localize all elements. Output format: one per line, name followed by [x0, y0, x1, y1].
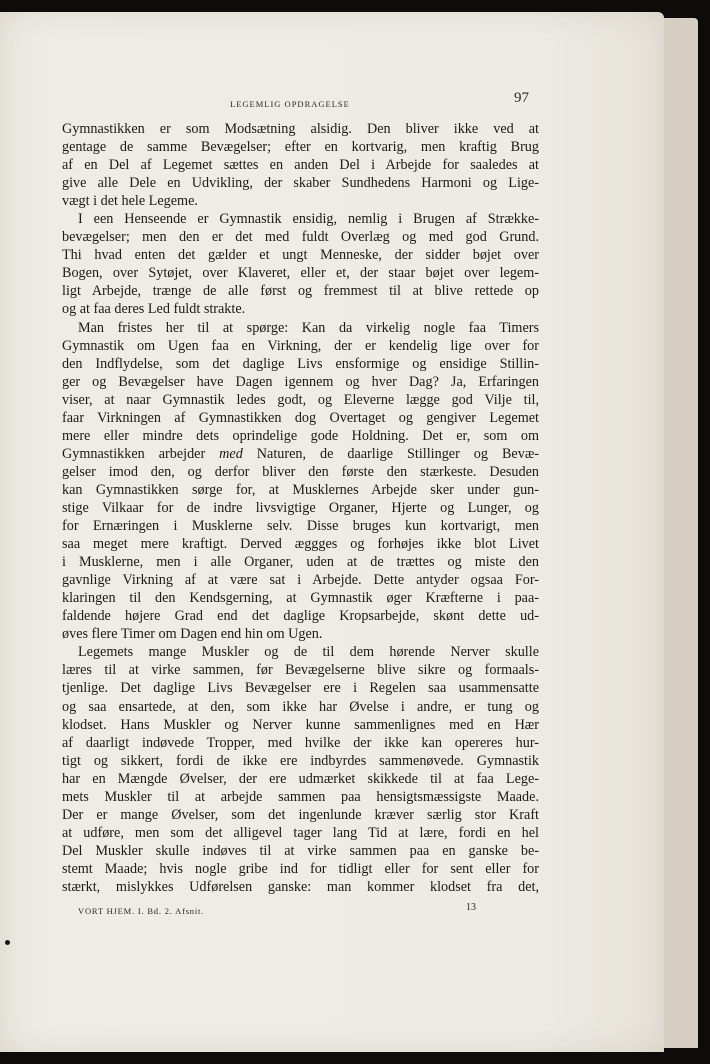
text-line: Gymnastikken arbejder med Naturen, de daarlige Stillinger og Bevæ-	[62, 445, 540, 462]
text-line: ger og Bevægelser have Dagen igennem og hver Dag? Ja, Erfaringen	[62, 373, 539, 390]
text-line: ligt Arbejde, trænge de alle først og fremmest til at blive rettede op	[62, 283, 539, 300]
text-line: har en Mængde Øvelser, der ere udmærket skikkede til at faa Lege-	[62, 770, 539, 787]
text-line: i Musklerne, men i alle Organer, uden at de trættes og miste den	[62, 554, 539, 571]
text-line: øves flere Timer om Dagen end hin om Ugen.	[62, 626, 323, 643]
text-line: tjenlige. Det daglige Livs Bevægelser ere i Regelen saa usammensatte	[62, 680, 539, 697]
page-edges	[664, 18, 698, 1048]
text-line: Gymnastikken er som Modsætning alsidig. Den bliver ikke ved at	[62, 121, 539, 137]
text-line: faldende højere Grad end det daglige Kropsarbejde, skønt dette ud-	[62, 608, 539, 625]
text-line: Bogen, over Sytøjet, over Klaveret, eller et, der staar bøjet over legem-	[62, 265, 539, 282]
signature-mark: 13	[466, 902, 476, 913]
text-line: stemt Maade; hvis nogle gribe ind for tidligt eller for sent eller for	[62, 860, 539, 877]
running-title: LEGEMLIG OPDRAGELSE	[230, 99, 350, 109]
text-line: læres til at virke sammen, før Bevægelserne blive sikre og formaals-	[62, 662, 539, 679]
text-line: tigt og sikkert, fordi de ikke ere indbyrdes sammenøvede. Gymnastik	[62, 752, 539, 769]
text-line: gelser imod den, og derfor bliver den første den stærkeste. Desuden	[62, 463, 539, 480]
body-text	[62, 120, 539, 896]
text-line: vægt i det hele Legeme.	[62, 193, 198, 210]
text-line: af daarligt indøvede Tropper, med hvilke der ikke kan opereres hur-	[62, 734, 539, 751]
margin-dot	[5, 940, 10, 945]
text-line: gentage de samme Bevægelser; efter en kortvarig, men kraftig Brug	[62, 139, 539, 156]
text-line: Thi hvad enten det gælder et ungt Menneske, der sidder bøjet over	[62, 247, 539, 264]
text-line: Gymnastik om Ugen faa en Virkning, der er kendelig lige over for	[62, 337, 539, 354]
page-number: 97	[514, 90, 529, 106]
text-line: mets Muskler til at arbejde sammen paa hensigtsmæssigste Maade.	[62, 788, 539, 805]
text-line: at udføre, men som det alligevel tager lang Tid at lære, fordi en hel	[62, 824, 539, 841]
text-line: stærkt, mislykkes Udførelsen ganske: man kommer klodset fra det,	[62, 878, 539, 895]
text-line: mere eller mindre dets oprindelige gode Holdning. Det er, som om	[62, 427, 539, 444]
text-line: stige Vilkaar for de indre livsvigtige Organer, Hjerte og Lunger, og	[62, 499, 539, 516]
text-line: viser, at naar Gymnastik ledes godt, og Eleverne lægge god Vilje til,	[62, 391, 539, 408]
text-line: saa meget mere kraftigt. Derved æggges og forhøjes ikke blot Livet	[62, 536, 539, 553]
text-line: give alle Dele en Udvikling, der skaber Sundhedens Harmoni og Lige-	[62, 175, 539, 192]
text-line: Man fristes her til at spørge: Kan da virkelig nogle faa Timers	[78, 319, 539, 336]
text-line: og at faa deres Led fuldt strakte.	[62, 301, 246, 318]
text-line: og saa ensartede, at den, som ikke har Øvelse i andre, er tung og	[62, 698, 539, 715]
text-line: bevægelser; men den er det med fuldt Overlæg og med god Grund.	[62, 229, 539, 246]
text-line: I een Henseende er Gymnastik ensidig, nemlig i Brugen af Strække-	[78, 211, 539, 228]
text-line: den Indflydelse, som det daglige Livs ensformige og ensidige Stillin-	[62, 355, 539, 372]
footer-source: VORT HJEM. I. Bd. 2. Afsnit.	[78, 906, 205, 916]
text-line: gavnlige Virkning af at være sat i Arbejde. Dette antyder ogsaa For-	[62, 572, 539, 589]
text-line: Der er mange Øvelser, som det ingenlunde kræver særlig stor Kraft	[62, 806, 539, 823]
text-line: faar Virkningen af Gymnastikken dog Overtaget og gengiver Legemet	[62, 409, 539, 426]
text-line: af en Del af Legemet sættes en anden Del i Arbejde for saaledes at	[62, 157, 539, 174]
text-line: for Ernæringen i Musklerne selv. Disse bruges kun kortvarigt, men	[62, 518, 539, 535]
text-line: klaringen til den Kendsgerning, at Gymnastik øger Kræfterne i paa-	[62, 590, 539, 607]
text-line: kan Gymnastikken sørge for, at Musklernes Arbejde sker under gun-	[62, 481, 539, 498]
text-line: Legemets mange Muskler og de til dem hørende Nerver skulle	[78, 644, 539, 661]
text-line: klodset. Hans Muskler og Nerver kunne sammenlignes med en Hær	[62, 716, 539, 733]
text-line: Del Muskler skulle indøves til at virke sammen paa en ganske be-	[62, 842, 539, 859]
